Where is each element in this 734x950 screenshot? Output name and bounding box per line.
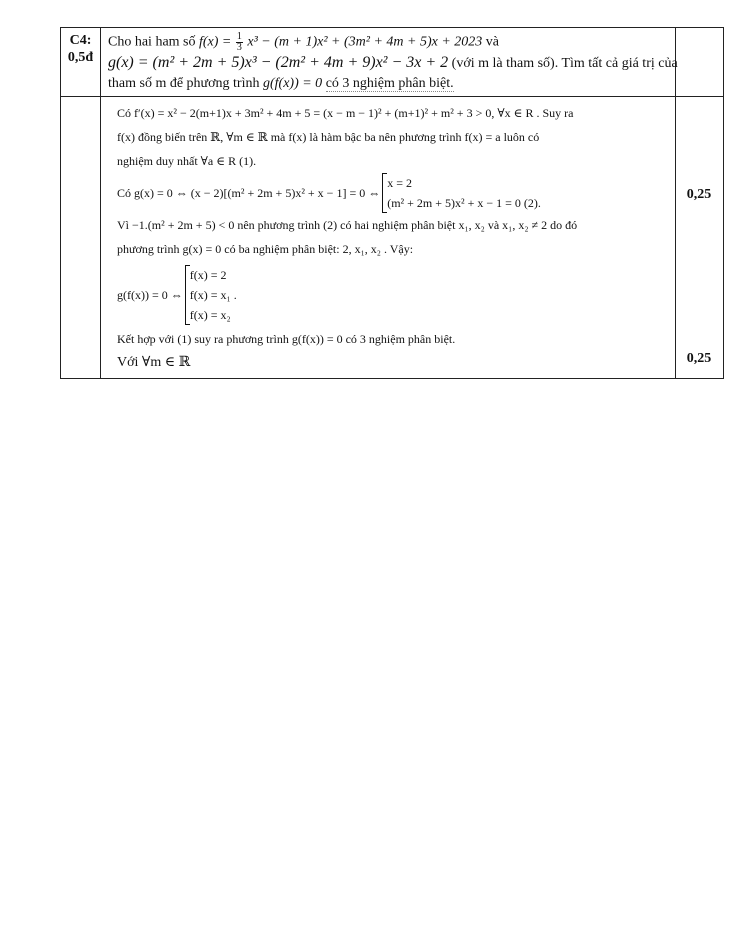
- score-first: 0,25: [686, 187, 712, 202]
- solution-text-cell: [101, 97, 676, 379]
- solution-three-roots: phương trình g(x) = 0 có ba nghiệm phân biệt: 2, x₁, x₂ . Vậy:: [117, 242, 414, 256]
- system-cases: f(x) = 2 f(x) = x₁ . f(x) = x₂: [185, 265, 237, 325]
- solution-final: Với ∀m ∈ ℝ: [117, 355, 191, 370]
- target-equation: g(f(x)) = 0: [262, 76, 323, 91]
- parameter-note: (với m là tham số). Tìm tất cả giá trị của: [451, 56, 678, 71]
- question-line-1: [108, 32, 671, 53]
- question-label-cell: [61, 28, 101, 97]
- solution-two-roots: Vì −1.(m² + 2m + 5) < 0 nên phương trình (2) có hai nghiệm phân biệt x₁, x₂ và x₁, x₂ ≠ 2 do đó: [117, 218, 578, 232]
- question-points: 0,5đ: [67, 50, 94, 65]
- solution-factor: Có g(x) = 0 ⇔ (x − 2)[(m² + 2m + 5)x² + x − 1] = 0 ⇔ x = 2 (m² + 2m + 5)x² + x − 1 = 0 (2).: [117, 173, 669, 213]
- solution-conclusion: Kết hợp với (1) suy ra phương trình g(f(x)) = 0 có 3 nghiệm phân biệt.: [117, 332, 456, 346]
- g-definition: g(x) = (m² + 2m + 5)x³ − (2m² + 4m + 9)x² − 3x + 2: [108, 54, 449, 71]
- question-line-3: tham số m để phương trình g(f(x)) = 0 có 3 nghiệm phân biệt.: [108, 76, 454, 91]
- f-definition-lhs: f(x) =: [199, 34, 232, 50]
- solution-system: g(f(x)) = 0 ⇔ f(x) = 2 f(x) = x₁ . f(x) = x₂: [117, 265, 669, 325]
- question-number: C4:: [69, 33, 92, 48]
- question-line-2: [108, 53, 678, 74]
- factor-cases: x = 2 (m² + 2m + 5)x² + x − 1 = 0 (2).: [382, 173, 541, 213]
- question-score-cell: [676, 28, 724, 97]
- solution-label-cell: [61, 97, 101, 379]
- answer-table: [60, 27, 724, 379]
- solution-monotonic: f(x) đồng biến trên ℝ, ∀m ∈ ℝ mà f(x) là hàm bậc ba nên phương trình f(x) = a luôn có: [117, 130, 540, 144]
- question-row: [61, 28, 724, 97]
- f-definition-rhs: x³ − (m + 1)x² + (3m² + 4m + 5)x + 2023: [247, 34, 483, 50]
- conjunction-and: và: [485, 34, 499, 50]
- score-second: 0,25: [686, 351, 712, 366]
- question-intro: Cho hai ham số: [108, 34, 196, 50]
- question-text-cell: [101, 28, 676, 97]
- solution-row: [61, 97, 724, 379]
- solution-score-cell: [676, 97, 724, 379]
- solution-derivative: Có f′(x) = x² − 2(m+1)x + 3m² + 4m + 5 = (x − m − 1)² + (m+1)² + m² + 3 > 0, ∀x ∈ R . Suy ra: [117, 106, 574, 120]
- fraction-one-third: $\frac{1}{3}$: [236, 31, 242, 53]
- solution-unique-root: nghiệm duy nhất ∀a ∈ R (1).: [117, 154, 257, 168]
